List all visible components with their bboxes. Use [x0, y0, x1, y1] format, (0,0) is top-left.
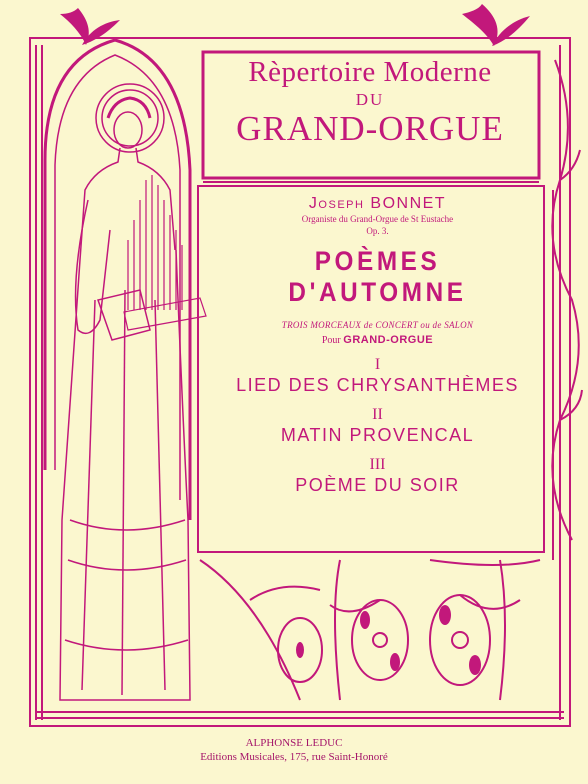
series-title [205, 58, 535, 146]
instrumentation [205, 334, 550, 346]
score-title-block [205, 195, 550, 496]
composer-role: Organiste du Grand-Orgue de St Eustache [301, 214, 454, 224]
series-line-3: GRAND-ORGUE [236, 109, 504, 148]
piece-number: I [374, 355, 381, 373]
work-title-line-2: D'AUTOMNE [288, 276, 467, 307]
instrument-name: GRAND-ORGUE [343, 333, 434, 346]
pour-label: Pour [321, 334, 341, 346]
work-title-line-1: POÈMES [314, 245, 441, 276]
piece-title: POÈME DU SOIR [295, 474, 460, 495]
publisher-name: ALPHONSE LEDUC [245, 737, 343, 749]
publisher-imprint [0, 737, 588, 765]
composer-name [205, 195, 550, 213]
series-line-1: Rèpertoire Moderne [248, 56, 492, 88]
piece-number: III [369, 455, 386, 473]
composer-last-name: BONNET [370, 195, 447, 212]
piece-title: LIED DES CHRYSANTHÈMES [236, 374, 519, 395]
work-subtitle: TROIS MORCEAUX de CONCERT ou de SALON [281, 319, 474, 330]
opus-number: Op. 3. [366, 226, 389, 237]
composer-first-name: Joseph [308, 195, 365, 212]
piece-number: II [372, 405, 383, 423]
piece-title: MATIN PROVENCAL [280, 424, 475, 445]
series-line-2: DU [355, 90, 385, 109]
publisher-address: Editions Musicales, 175, rue Saint-Honoré [200, 750, 388, 763]
